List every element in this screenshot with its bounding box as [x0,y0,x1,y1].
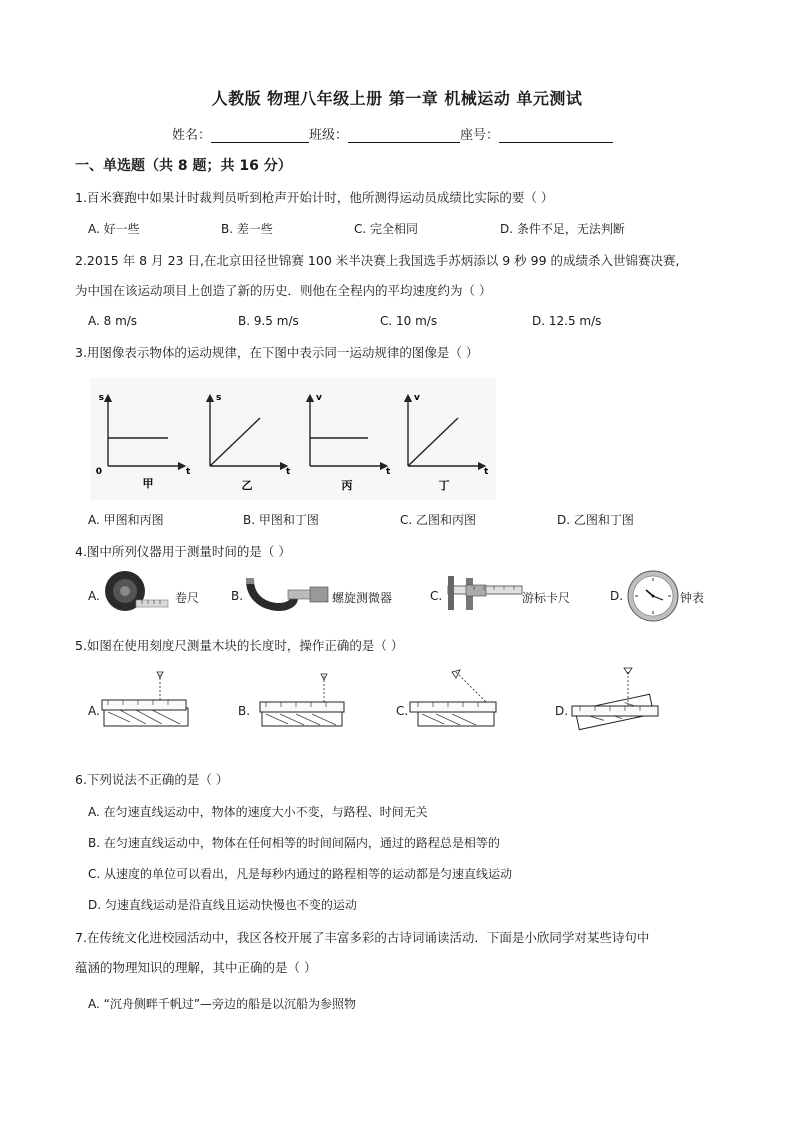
question-5-stem: 5.如图在使用刻度尺测量木块的长度时，操作正确的是（ ） [75,638,404,653]
page-title: 人教版 物理八年级上册 第一章 机械运动 单元测试 [211,89,583,108]
q6-option-b[interactable]: B. 在匀速直线运动中，物体在任何相等的时间间隔内，通过的路程总是相等的 [88,836,500,850]
question-2-stem-line1: 2.2015 年 8 月 23 日,在北京田径世锦赛 100 米半决赛上我国选手苏炳添以 9 秒 99 的成绩杀入世锦赛决赛, [75,253,680,268]
graph-yi-axis: s [216,393,222,403]
q4-option-a[interactable]: A. [88,589,100,603]
question-4-stem: 4.图中所列仪器用于测量时间的是（ ） [75,544,291,559]
question-3-stem: 3.用图像表示物体的运动规律，在下图中表示同一运动规律的图像是（ ） [75,345,479,360]
graph-yi-label: 乙 [241,479,253,492]
q2-option-a[interactable]: A. 8 m/s [88,314,138,328]
question-2-stem-line2: 为中国在该运动项目上创造了新的历史．则他在全程内的平均速度约为（ ） [75,283,492,298]
ruler-diagram-d [568,662,664,732]
question-7-stem-line2: 蕴涵的物理知识的理解，其中正确的是（ ） [75,960,317,975]
section-heading: 一、单选题（共 8 题；共 16 分） [75,158,292,174]
ruler-diagram-c [408,664,500,730]
clock-icon [626,569,680,623]
q4-option-d[interactable]: D. [610,589,624,603]
graph-bing-label: 丙 [341,479,353,492]
student-info-line [172,124,613,143]
graph-bing-t: t [386,467,391,477]
graph-ding-label: 丁 [438,479,450,492]
q5-option-c[interactable]: C. [396,704,409,718]
q5-option-a[interactable]: A. [88,704,100,718]
name-label: 姓名： [172,128,212,143]
ruler-diagram-a [100,668,192,730]
q2-option-b[interactable]: B. 9.5 m/s [238,314,299,328]
seat-field[interactable] [499,128,613,143]
q4-caption-d: 钟表 [680,591,705,605]
q4-option-c[interactable]: C. [430,589,443,603]
q6-option-d[interactable]: D. 匀速直线运动是沿直线且运动快慢也不变的运动 [88,898,357,912]
question-1-stem: 1.百米赛跑中如果计时裁判员听到枪声开始计时，他所测得运动员成绩比实际的要（ ） [75,190,554,205]
class-field[interactable] [348,128,460,143]
class-label: 班级： [309,128,349,143]
graph-jia-origin: 0 [95,467,102,477]
q3-option-d[interactable]: D. 乙图和丁图 [557,513,634,527]
motion-graphs-figure [90,378,496,500]
graph-jia-axis: s [98,393,104,403]
q1-option-a[interactable]: A. 好一些 [88,222,140,236]
q3-option-b[interactable]: B. 甲图和丁图 [243,513,319,527]
q2-option-c[interactable]: C. 10 m/s [380,314,438,328]
micrometer-icon [244,572,332,616]
q1-option-b[interactable]: B. 差一些 [221,222,273,236]
graph-jia-label: 甲 [142,477,154,490]
q4-caption-b: 螺旋测微器 [332,591,393,605]
seat-label: 座号： [460,128,500,143]
tape-measure-icon [100,568,172,618]
q7-option-a[interactable]: A. “沉舟侧畔千帆过”—旁边的船是以沉船为参照物 [88,997,357,1011]
q1-option-c[interactable]: C. 完全相同 [354,222,419,236]
q6-option-a[interactable]: A. 在匀速直线运动中，物体的速度大小不变，与路程、时间无关 [88,805,428,819]
q3-option-c[interactable]: C. 乙图和丙图 [400,513,477,527]
graph-bing-axis: v [316,393,322,403]
q4-option-b[interactable]: B. [231,589,244,603]
question-6-stem: 6.下列说法不正确的是（ ） [75,772,229,787]
graph-ding-t: t [484,467,489,477]
question-7-stem-line1: 7.在传统文化进校园活动中，我区各校开展了丰富多彩的古诗词诵读活动．下面是小欣同学对某些诗句中 [75,930,650,945]
q4-caption-c: 游标卡尺 [522,591,571,605]
q6-option-c[interactable]: C. 从速度的单位可以看出，凡是每秒内通过的路程相等的运动都是匀速直线运动 [88,867,513,881]
graph-jia-t: t [186,467,191,477]
graph-ding-axis: v [414,393,420,403]
q5-option-b[interactable]: B. [238,704,251,718]
q1-option-d[interactable]: D. 条件不足，无法判断 [500,222,625,236]
q5-option-d[interactable]: D. [555,704,569,718]
q2-option-d[interactable]: D. 12.5 m/s [532,314,602,328]
q3-option-a[interactable]: A. 甲图和丙图 [88,513,164,527]
vernier-caliper-icon [444,574,524,614]
graph-yi-t: t [286,467,291,477]
q4-caption-a: 卷尺 [175,591,200,605]
name-field[interactable] [211,128,309,143]
ruler-diagram-b [258,668,350,730]
